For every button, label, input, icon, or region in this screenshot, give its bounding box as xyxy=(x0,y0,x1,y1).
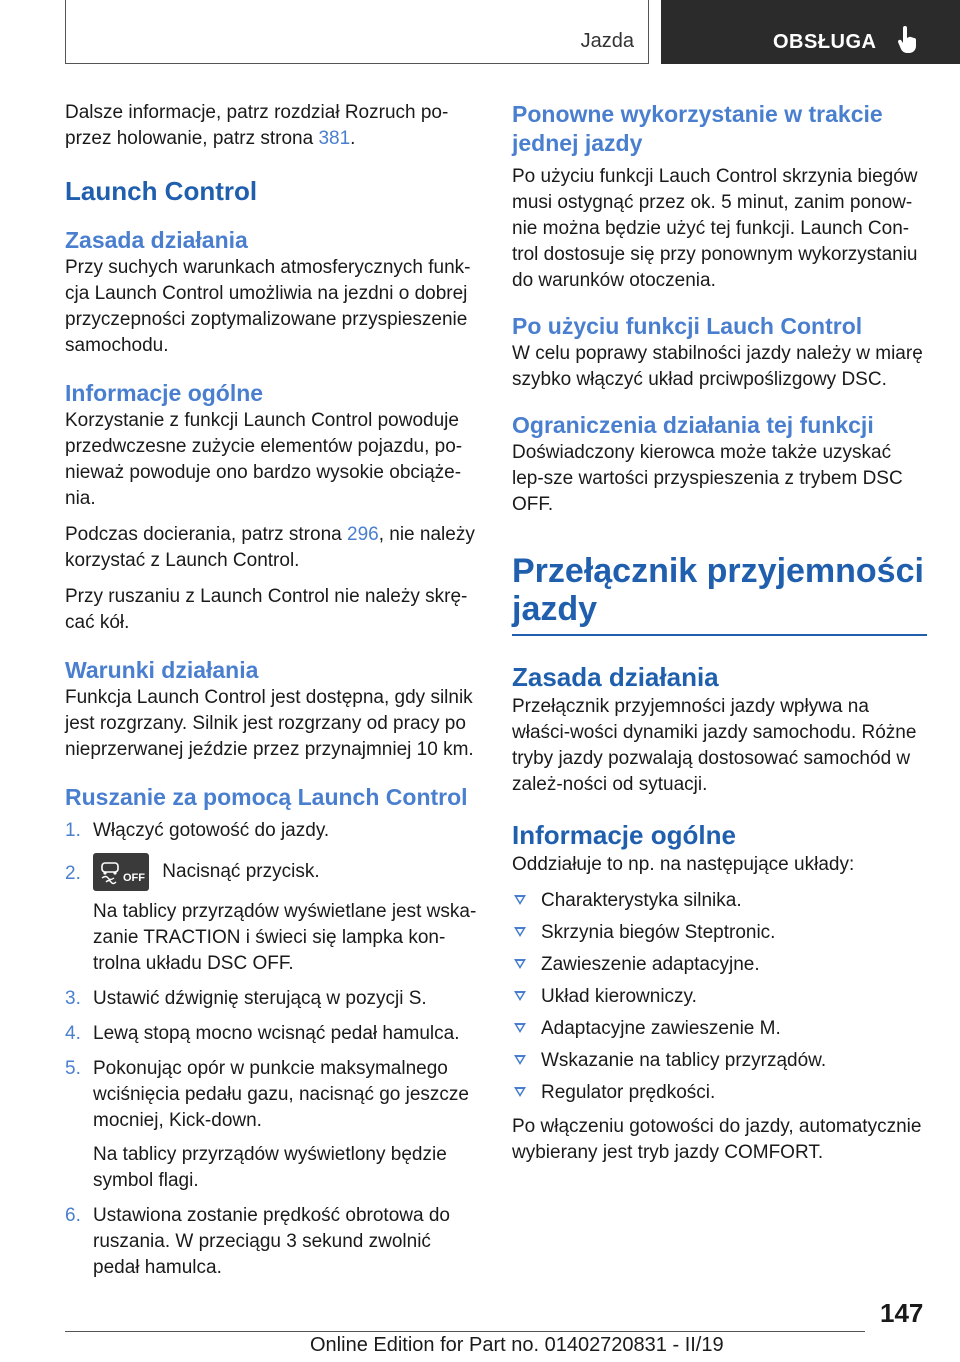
page-number: 147 xyxy=(880,1298,924,1328)
list-item: Adaptacyjne zawieszenie M. xyxy=(512,1016,927,1042)
triangle-bullet-icon xyxy=(514,1055,526,1065)
right-zasada-text: Przełącznik przyjemności jazdy wpływa na właści-wości dynamiki jazdy samochodu. Różne tryby jazdy pozwalają dostosować samochód w zależ-ności od sytuacji. xyxy=(512,696,917,795)
right-info-heading: Informacje ogólne xyxy=(512,820,736,850)
page-link-296[interactable]: 296 xyxy=(347,524,379,545)
info-heading: Informacje ogólne xyxy=(65,380,264,406)
triangle-bullet-icon xyxy=(514,895,526,905)
header-chapter-label: OBSŁUGA xyxy=(773,31,877,53)
right-column xyxy=(512,100,927,1176)
car-skid-icon xyxy=(97,859,123,885)
pointing-hand-icon xyxy=(897,26,919,54)
po-uzyciu-heading: Po użyciu funkcji Lauch Control xyxy=(512,313,863,339)
header-chapter-tab[interactable] xyxy=(661,0,960,64)
ograniczenia-heading: Ograniczenia działania tej funkcji xyxy=(512,412,874,438)
ruszanie-heading: Ruszanie za pomocą Launch Control xyxy=(65,784,468,810)
closing-text: Po włączeniu gotowości do jazdy, automatycznie wybierany jest tryb jazdy COMFORT. xyxy=(512,1116,922,1163)
list-item: Charakterystyka silnika. xyxy=(512,888,927,914)
ponowne-heading: Ponowne wykorzystanie w trakcie jednej jazdy xyxy=(512,101,883,156)
header-section-tab[interactable] xyxy=(65,0,649,64)
triangle-bullet-icon xyxy=(514,927,526,937)
list-item: Wskazanie na tablicy przyrządów. xyxy=(512,1048,927,1074)
triangle-bullet-icon xyxy=(514,991,526,1001)
info-paragraph-2: Podczas docierania, patrz strona 296, nie należy korzystać z Launch Control. xyxy=(65,524,475,571)
warunki-text: Funkcja Launch Control jest dostępna, gdy silnik jest rozgrzany. Silnik jest rozgrzany od pracy po nieprzerwanej jeździe przez przynajmniej 10 km. xyxy=(65,687,474,760)
zasada-text: Przy suchych warunkach atmosferycznych funk-cja Launch Control umożliwia na jezdni o dobrej przyczepności zoptymalizowane przyspieszenie samochodu. xyxy=(65,257,471,356)
right-zasada-heading: Zasada działania xyxy=(512,662,719,692)
launch-control-heading: Launch Control xyxy=(65,176,258,206)
przelacznik-main-heading: Przełącznik przyjemności jazdy xyxy=(512,552,927,636)
footer-edition: Online Edition for Part no. 01402720831 - II/19 xyxy=(310,1334,724,1356)
info-paragraph-1: Korzystanie z funkcji Launch Control powoduje przedwczesne zużycie elementów pojazdu, po-nieważ powoduje ono bardzo wysokie obciąże-nia. xyxy=(65,410,463,509)
list-item: 1. Włączyć gotowość do jazdy. xyxy=(65,820,330,841)
list-item: 2. OFF Nacisnąć przycisk. Na tablicy przyrządów wyświetlane jest wska-zanie TRACTION i świeci się lampka kon-trolna układu DSC OFF. xyxy=(65,853,480,977)
triangle-bullet-icon xyxy=(514,1087,526,1097)
right-info-text: Oddziałuje to np. na następujące układy: xyxy=(512,854,855,875)
list-item: Zawieszenie adaptacyjne. xyxy=(512,952,927,978)
ponowne-text: Po użyciu funkcji Lauch Control skrzynia biegów musi ostygnąć przez ok. 5 minut, zanim ponow-nie można będzie użyć tej funkcji. Launch Con-trol dostosuje się przy ponownym wykorzystaniu do warunków otoczenia. xyxy=(512,166,918,291)
ograniczenia-text: Doświadczony kierowca może także uzyskać lep-sze wartości przyspieszenia z trybem DSC OFF. xyxy=(512,442,903,515)
launch-steps-list xyxy=(65,818,480,1281)
po-uzyciu-text: W celu poprawy stabilności jazdy należy w miarę szybko włączyć układ prciwpoślizgowy DSC. xyxy=(512,343,923,390)
header-section-label: Jazda xyxy=(580,30,634,52)
left-column xyxy=(65,100,480,1290)
page-link-381[interactable]: 381 xyxy=(318,128,351,149)
warunki-heading: Warunki działania xyxy=(65,657,259,683)
intro-paragraph: Dalsze informacje, patrz rozdział Rozruch po-przez holowanie, patrz strona 381. xyxy=(65,102,449,149)
zasada-heading: Zasada działania xyxy=(65,227,248,253)
dsc-off-button-icon: OFF xyxy=(93,853,149,891)
triangle-bullet-icon xyxy=(514,1023,526,1033)
list-item: 5. Pokonując opór w punkcie maksymalnego wciśnięcia pedału gazu, nacisnąć go jeszcze mocniej, Kick-down. Na tablicy przyrządów wyświetlony będzie symbol flagi. xyxy=(65,1058,469,1191)
info-paragraph-3: Przy ruszaniu z Launch Control nie należy skrę-cać kół. xyxy=(65,586,468,633)
list-item: 4. Lewą stopą mocno wcisnąć pedał hamulca. xyxy=(65,1023,460,1044)
list-item: Układ kierowniczy. xyxy=(512,984,927,1010)
footer-divider xyxy=(65,1331,865,1332)
triangle-bullet-icon xyxy=(514,959,526,969)
list-item: 6. Ustawiona zostanie prędkość obrotowa do ruszania. W przeciągu 3 sekund zwolnić pedał hamulca. xyxy=(65,1205,450,1278)
affected-systems-list xyxy=(512,888,927,1106)
list-item: Regulator prędkości. xyxy=(512,1080,927,1106)
list-item: Skrzynia biegów Steptronic. xyxy=(512,920,927,946)
list-item: 3. Ustawić dźwignię sterującą w pozycji S. xyxy=(65,988,427,1009)
